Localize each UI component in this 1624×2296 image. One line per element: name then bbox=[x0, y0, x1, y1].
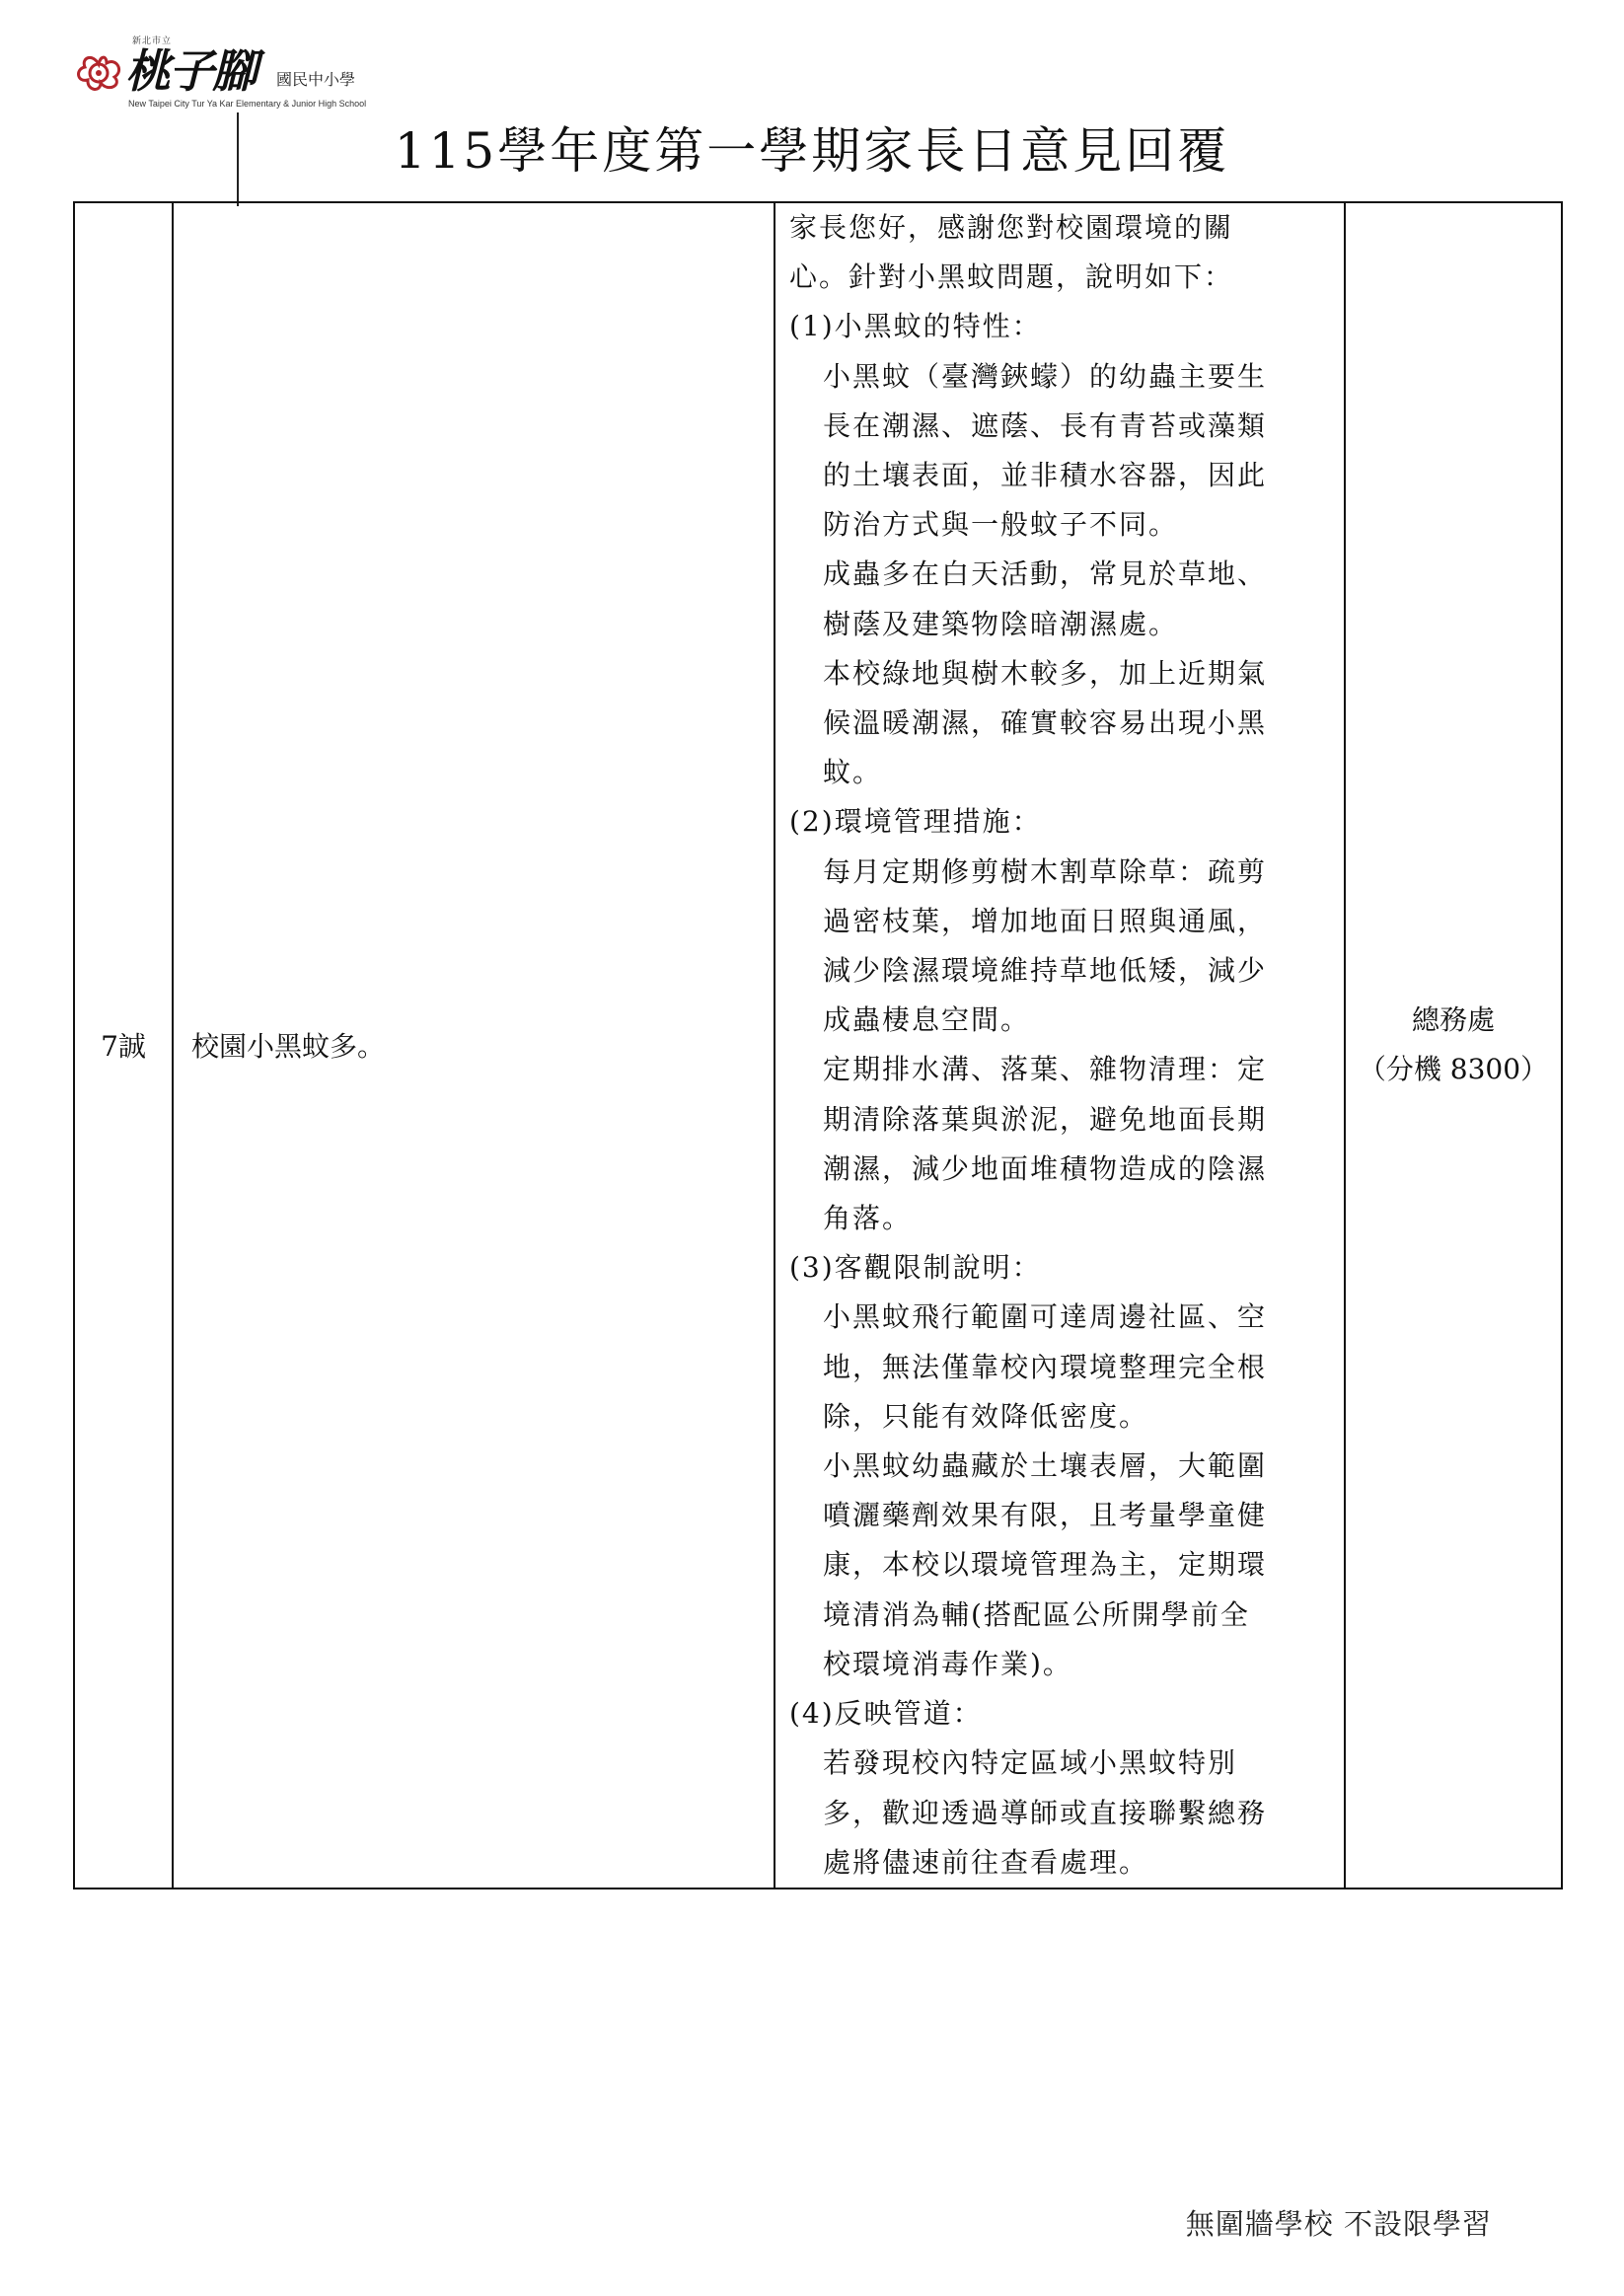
reply-line: 小黑蚊飛行範圍可達周邊社區、空 bbox=[823, 1300, 1268, 1334]
reply-text-block bbox=[775, 203, 1344, 1888]
reply-line: 防治方式與一般蚊子不同。 bbox=[823, 508, 1179, 542]
school-slogan: 無圍牆學校 不設限學習 bbox=[1185, 2207, 1492, 2241]
reply-line: 成蟲棲息空間。 bbox=[823, 1003, 1031, 1037]
reply-line: 康，本校以環境管理為主，定期環 bbox=[823, 1548, 1268, 1582]
reply-line: (1)小黑蚊的特性： bbox=[789, 310, 1042, 343]
reply-line: (4)反映管道： bbox=[789, 1697, 983, 1731]
school-reply-cell bbox=[775, 202, 1345, 1889]
reply-line: 成蟲多在白天活動，常見於草地、 bbox=[823, 557, 1268, 591]
unit-extension: （分機 8300） bbox=[1358, 1053, 1549, 1086]
reply-line: 家長您好，感謝您對校園環境的關 bbox=[789, 211, 1234, 244]
reply-line: 每月定期修剪樹木割草除草：疏剪 bbox=[823, 854, 1268, 888]
unit-name: 總務處 bbox=[1411, 1003, 1495, 1037]
reply-line: 候溫暖潮濕，確實較容易出現小黑 bbox=[823, 706, 1268, 740]
reply-line: 噴灑藥劑效果有限，且考量學童健 bbox=[823, 1499, 1268, 1532]
reply-line: 減少陰濕環境維持草地低矮，減少 bbox=[823, 954, 1268, 988]
responsible-unit-cell bbox=[1345, 202, 1562, 1889]
reply-line: 潮濕，減少地面堆積物造成的陰濕 bbox=[823, 1151, 1268, 1185]
reply-line: 長在潮濕、遮蔭、長有青苔或藻類 bbox=[823, 408, 1268, 442]
reply-line: 的土壤表面，並非積水容器，因此 bbox=[823, 459, 1268, 492]
reply-line: 校環境消毒作業)。 bbox=[823, 1647, 1072, 1680]
logo-school-name: 桃子腳 bbox=[125, 44, 256, 98]
reply-line: 多，歡迎透過導師或直接聯繫總務 bbox=[823, 1796, 1268, 1829]
document-title: 115學年度第一學期家長日意見回覆 bbox=[394, 122, 1230, 180]
parent-opinion-cell: 校園小黑蚊多。 bbox=[173, 202, 775, 1889]
logo-english-name: New Taipei City Tur Ya Kar Elementary & Junior High School bbox=[128, 99, 367, 109]
reply-line: (2)環境管理措施： bbox=[789, 805, 1042, 839]
reply-line: 期清除落葉與淤泥，避免地面長期 bbox=[823, 1102, 1268, 1136]
reply-line: 小黑蚊幼蟲藏於土壤表層，大範圍 bbox=[823, 1449, 1268, 1483]
reply-line: 心。針對小黑蚊問題，說明如下： bbox=[789, 260, 1234, 294]
reply-line: 定期排水溝、落葉、雜物清理：定 bbox=[823, 1053, 1268, 1086]
peach-flower-logo-icon bbox=[71, 47, 126, 103]
reply-line: 過密枝葉，增加地面日照與通風， bbox=[823, 904, 1268, 937]
reply-line: 角落。 bbox=[823, 1202, 913, 1235]
reply-line: 地，無法僅靠校內環境整理完全根 bbox=[823, 1350, 1268, 1383]
reply-line: 除，只能有效降低密度。 bbox=[823, 1399, 1149, 1433]
reply-line: 小黑蚊（臺灣鋏蠓）的幼蟲主要生 bbox=[823, 359, 1268, 393]
reply-line: 本校綠地與樹木較多，加上近期氣 bbox=[823, 656, 1268, 690]
reply-line: 處將儘速前往查看處理。 bbox=[823, 1845, 1149, 1879]
reply-line: 樹蔭及建築物陰暗潮濕處。 bbox=[823, 607, 1179, 640]
logo-school-type: 國民中小學 bbox=[276, 70, 356, 89]
reply-line: 蚊。 bbox=[823, 756, 883, 789]
reply-line: (3)客觀限制說明： bbox=[789, 1251, 1042, 1285]
class-number-cell: 7誠 bbox=[74, 202, 173, 1889]
reply-line: 境清消為輔(搭配區公所開學前全 bbox=[823, 1597, 1250, 1631]
opinion-reply-table bbox=[73, 201, 1563, 1889]
reply-line: 若發現校內特定區域小黑蚊特別 bbox=[823, 1746, 1238, 1780]
logo-city-label: 新北市立 bbox=[132, 37, 173, 46]
table-row bbox=[74, 202, 1562, 1889]
